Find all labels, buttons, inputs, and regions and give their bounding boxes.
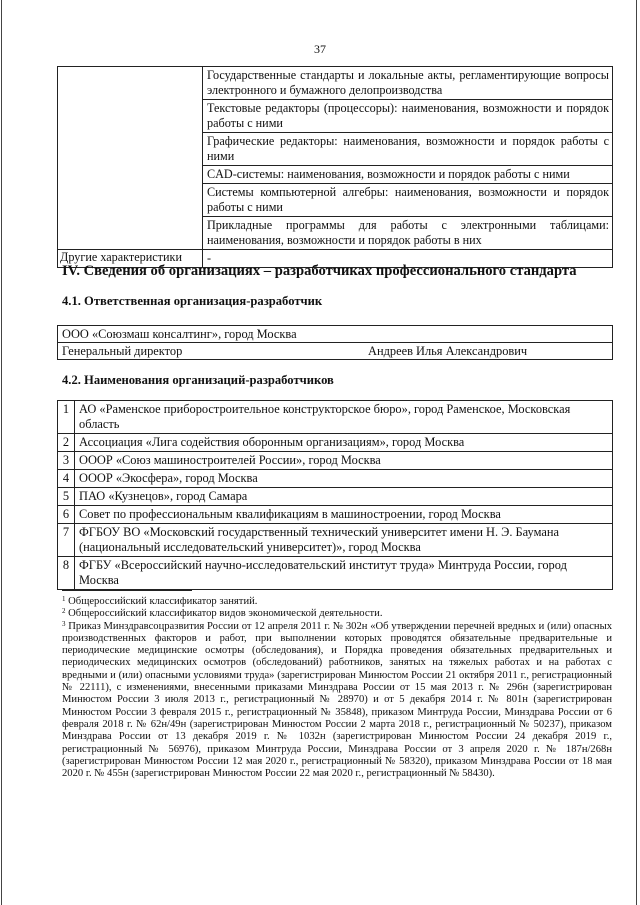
table-row [58,506,613,524]
table-cell: Прикладные программы для работы с электронными таблицами: наименования, возможности и порядок работы в них [203,217,613,250]
row-number: 7 [58,524,75,557]
footnote-text: Общероссийский классификатор видов экономической деятельности. [68,608,383,620]
org-name: ООО «Союзмаш консалтинг», город Москва [58,326,613,343]
footnote [62,596,612,608]
row-number: 5 [58,488,75,506]
developer-name: АО «Раменское приборостроительное конструкторское бюро», город Раменское, Московская область [75,401,613,434]
section-heading: IV. Сведения об организациях – разработчиках профессионального стандарта [62,263,577,279]
row-number: 4 [58,470,75,488]
table-row [58,401,613,434]
responsible-org-table [57,325,613,360]
other-characteristics-label: Другие характеристики [58,250,203,268]
footnote-mark: 1 [62,595,66,603]
scan-border-right [636,0,637,905]
footnote-divider [62,590,192,591]
developer-name: ФГБОУ ВО «Московский государственный технический университет имени Н. Э. Баумана (национальный исследовательский университет)», город Москва [75,524,613,557]
subsection-heading-developers: 4.2. Наименования организаций-разработчиков [62,373,334,387]
developer-name: ОООР «Экосфера», город Москва [75,470,613,488]
row-number: 1 [58,401,75,434]
table-row [58,452,613,470]
row-number: 2 [58,434,75,452]
table-row [58,67,613,100]
developers-table [57,400,613,590]
table-row [58,470,613,488]
footnote-mark: 3 [62,619,66,628]
table-cell: Системы компьютерной алгебры: наименования, возможности и порядок работы с ними [203,184,613,217]
row-number: 8 [58,557,75,590]
signatory-cell [58,343,613,360]
developer-name: Ассоциация «Лига содействия оборонным организациям», город Москва [75,434,613,452]
footnote-text: Приказ Минздравсоцразвития России от 12 апреля 2011 г. № 302н «Об утверждении перечней вредных и (или) опасных производственных факторов и работ, при выполнении которых проводятся обязательные предварительные и периодические медицинские осмотры (обследования), и Порядка проведения обязательных предварительных и периодических медицинских осмотров (обследований) работников, занятых на тяжелых работах и на работах с вредными и (или) опасными условиями труда» (зарегистрирован Минюстом России 21 октября 2011 г., регистрационный № 22111), с изменениями, внесенными приказами Минздрава России от 15 мая 2013 г. № 296н (зарегистрирован Минюстом России 3 июля 2013 г., регистрационный № 28970) и от 5 декабря 2014 г. № 801н (зарегистрирован Минюстом России 3 февраля 2015 г., регистрационный № 35848), приказом Минтруда России, Минздрава России от 6 февраля 2018 г. № 62н/49н (зарегистрирован Минюстом России 2 марта 2018 г., регистрационный № 50237), приказом Минздрава России от 13 декабря 2019 г. № 1032н (зарегистрирован Минюстом России 24 декабря 2019 г., регистрационный № 56976), приказом Минтруда России, Минздрава России от 3 апреля 2020 г. № 187н/268н (зарегистрирован Минюстом России 12 мая 2020 г., регистрационный № 58320), приказом Минздрава России от 18 мая 2020 г. № 455н (зарегистрирован Минюстом России 22 мая 2020 г., регистрационный № 58430). [62,620,612,780]
other-characteristics-value: - [203,250,613,268]
page-number: 37 [314,42,326,56]
knowledge-table [57,66,613,268]
table-row [58,434,613,452]
empty-label-cell [58,67,203,250]
table-row [58,326,613,343]
table-cell: Государственные стандарты и локальные акты, регламентирующие вопросы электронного и бумажного делопроизводства [203,67,613,100]
table-cell: Текстовые редакторы (процессоры): наименования, возможности и порядок работы с ними [203,100,613,133]
footnote [62,608,612,620]
row-number: 3 [58,452,75,470]
developer-name: Совет по профессиональным квалификациям в машиностроении, город Москва [75,506,613,524]
row-number: 6 [58,506,75,524]
table-row [58,343,613,360]
table-cell: Графические редакторы: наименования, возможности и порядок работы с ними [203,133,613,166]
developer-name: ФГБУ «Всероссийский научно-исследовательский институт труда» Минтруда России, город Москва [75,557,613,590]
table-row [58,488,613,506]
person-name: Андреев Илья Александрович [368,344,528,358]
developer-name: ОООР «Союз машиностроителей России», город Москва [75,452,613,470]
table-row [58,524,613,557]
footnote [62,621,612,781]
footnotes [62,596,612,780]
table-row [58,557,613,590]
footnote-mark: 2 [62,607,66,616]
scan-border-left [1,0,2,905]
footnote-text: Общероссийский классификатор занятий. [68,596,258,607]
developer-name: ПАО «Кузнецов», город Самара [75,488,613,506]
subsection-heading-responsible: 4.1. Ответственная организация-разработчик [62,294,323,308]
table-cell: CAD-системы: наименования, возможности и порядок работы с ними [203,166,613,184]
position-title: Генеральный директор [62,344,183,358]
